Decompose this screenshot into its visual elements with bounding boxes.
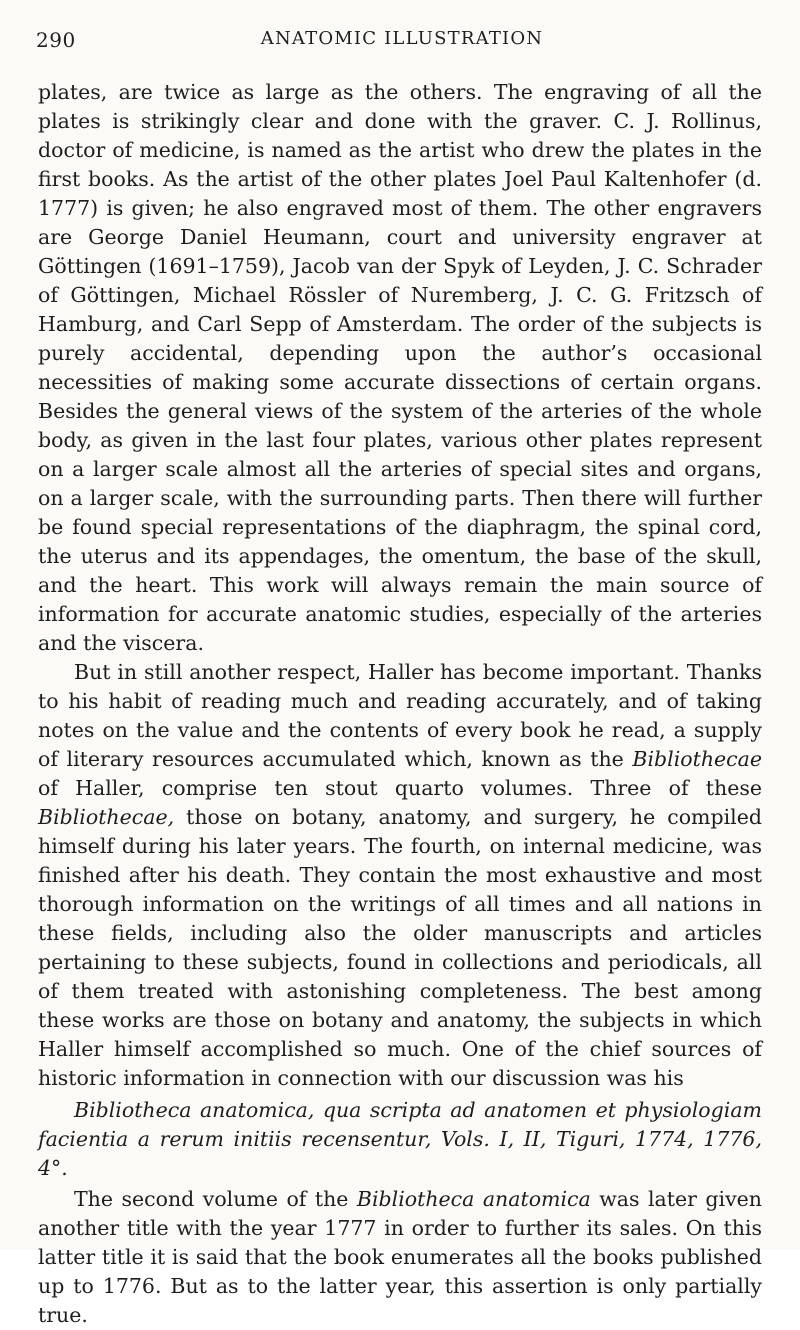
- text-run: of Haller, comprise ten stout quarto volumes. Three of these: [38, 776, 762, 800]
- running-head: [36, 26, 768, 52]
- text-run: The second volume of the: [74, 1187, 357, 1211]
- text-run: those on botany, anatomy, and surgery, he compiled himself during his later years. The fourth, on internal medicine, was finished after his death. They contain the most exhaustive and most thorough information on the writings of all times and all nations in these fields, including also the older manuscripts and articles pertaining to these subjects, found in collections and periodicals, all of them treated with astonishing completeness. The best among these works are those on botany and anatomy, the subjects in which Haller himself accomplished so much. One of the chief sources of historic information in connection with our discussion was his: [38, 805, 762, 1090]
- italic-text: Bibliothecae: [632, 747, 762, 771]
- body-paragraph: [38, 78, 762, 658]
- text-run: was later given another title with the year 1777 in order to further its sales. On this latter title it is said that the book enumerates all the books published up to 1776. But as to the latter year, this assertion is only partially true.: [38, 1187, 762, 1327]
- italic-text: Bibliotheca anatomica: [356, 1187, 591, 1211]
- running-title: ANATOMIC ILLUSTRATION: [260, 28, 544, 49]
- text-run: But in still another respect, Haller has become important. Thanks to his habit of reading much and reading accurately, and of taking notes on the value and the contents of every book he read, a supply of literary resources accumulated which, known as the: [38, 660, 762, 771]
- body-paragraph: [38, 658, 762, 1093]
- page-number: 290: [36, 28, 76, 52]
- text-run: plates, are twice as large as the others. The engraving of all the plates is strikingly clear and done with the graver. C. J. Rollinus, doctor of medicine, is named as the artist who drew the plates in the first books. As the artist of the other plates Joel Paul Kaltenhofer (d. 1777) is given; he also engraved most of them. The other engravers are George Daniel Heumann, court and university engraver at Göttingen (1691–1759), Jacob van der Spyk of Leyden, J. C. Schrader of Göttingen, Michael Rössler of Nuremberg, J. C. G. Fritzsch of Hamburg, and Carl Sepp of Amsterdam. The order of the subjects is purely accidental, depending upon the author’s occasional necessities of making some accurate dissections of certain organs. Besides the general views of the system of the arteries of the whole body, as given in the last four plates, various other plates represent on a larger scale almost all the arteries of special sites and organs, on a larger scale, with the surrounding parts. Then there will further be found special representations of the diaphragm, the spinal cord, the uterus and its appendages, the omentum, the base of the skull, and the heart. This work will always remain the main source of information for accurate anatomic studies, especially of the arteries and the viscera.: [38, 80, 762, 655]
- body-paragraph: [38, 1185, 762, 1330]
- citation-paragraph: [38, 1096, 762, 1183]
- italic-text: Bibliotheca anatomica, qua scripta ad anatomen et physiologiam facientia a rerum initiis recensentur, Vols. I, II, Tiguri,: [38, 1098, 762, 1151]
- text-run: 1774, 1776, 4°.: [38, 1127, 762, 1180]
- italic-text: Bibliothecae,: [38, 805, 175, 829]
- body-text: [38, 78, 762, 1330]
